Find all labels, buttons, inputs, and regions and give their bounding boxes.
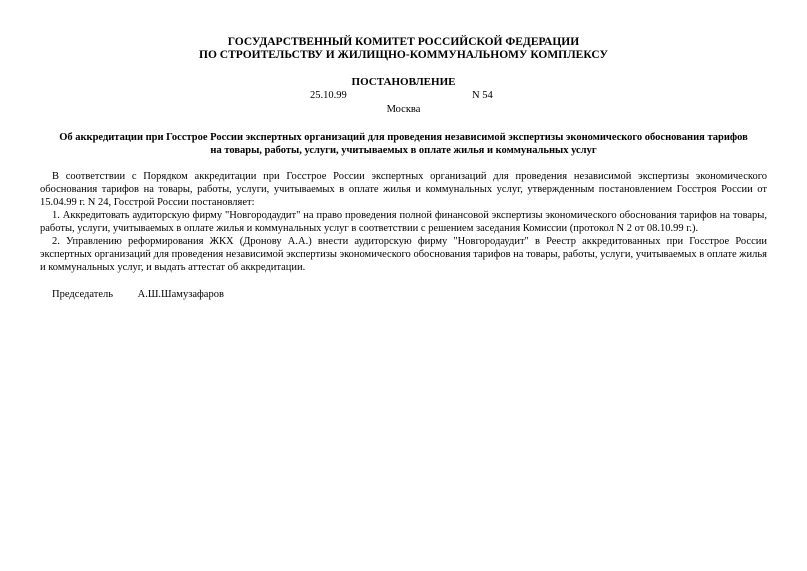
organization-line-2: ПО СТРОИТЕЛЬСТВУ И ЖИЛИЩНО-КОММУНАЛЬНОМУ КОМПЛЕКСУ — [199, 49, 608, 61]
preamble-paragraph: В соответствии с Порядком аккредитации при Госстрое России экспертных организаций для проведения независимой экспертизы экономического обоснования тарифов на товары, работы, услуги, учитываемых в оплате жилья и коммунальных услуг, утвержденным постановлением Госстроя России от 15.04.99 г. N 24, Госстрой России постановляет: — [40, 171, 767, 208]
signatory-name: А.Ш.Шамузафаров — [137, 289, 224, 300]
signature-block — [40, 288, 767, 301]
signatory-role: Председатель — [52, 289, 114, 300]
document-type: ПОСТАНОВЛЕНИЕ — [351, 76, 456, 88]
document-body — [40, 170, 767, 274]
document-page — [40, 36, 767, 301]
title-line-1: Об аккредитации при Госстрое России экспертных организаций для проведения независимой экспертизы экономического обоснования тарифов — [59, 132, 748, 143]
date-number-row — [40, 89, 767, 103]
issuing-organization — [40, 36, 767, 62]
document-city: Москва — [386, 104, 421, 115]
title-line-2: на товары, работы, услуги, учитываемых в оплате жилья и коммунальных услуг — [210, 145, 597, 156]
organization-line-1: ГОСУДАРСТВЕННЫЙ КОМИТЕТ РОССИЙСКОЙ ФЕДЕРАЦИИ — [227, 36, 580, 48]
document-number: N 54 — [472, 90, 493, 101]
resolution-item-2: 2. Управлению реформирования ЖКХ (Дронову А.А.) внести аудиторскую фирму "Новгородаудит" в Реестр аккредитованных при Госстрое России экспертных организаций для проведения независимой экспертизы экономического обоснования тарифов на товары, работы, услуги, учитываемых в оплате жилья и коммунальных услуг, и выдать аттестат об аккредитации. — [40, 236, 767, 273]
document-date: 25.10.99 — [310, 90, 347, 101]
document-title — [40, 131, 767, 157]
resolution-item-1: 1. Аккредитовать аудиторскую фирму "Новгородаудит" на право проведения полной финансовой экспертизы экономического обоснования тарифов на товары, работы, услуги, учитываемых в оплате жилья и коммунальных услуг в соответствии с решением заседания Комиссии (протокол N 2 от 08.10.99 г.). — [40, 210, 767, 234]
